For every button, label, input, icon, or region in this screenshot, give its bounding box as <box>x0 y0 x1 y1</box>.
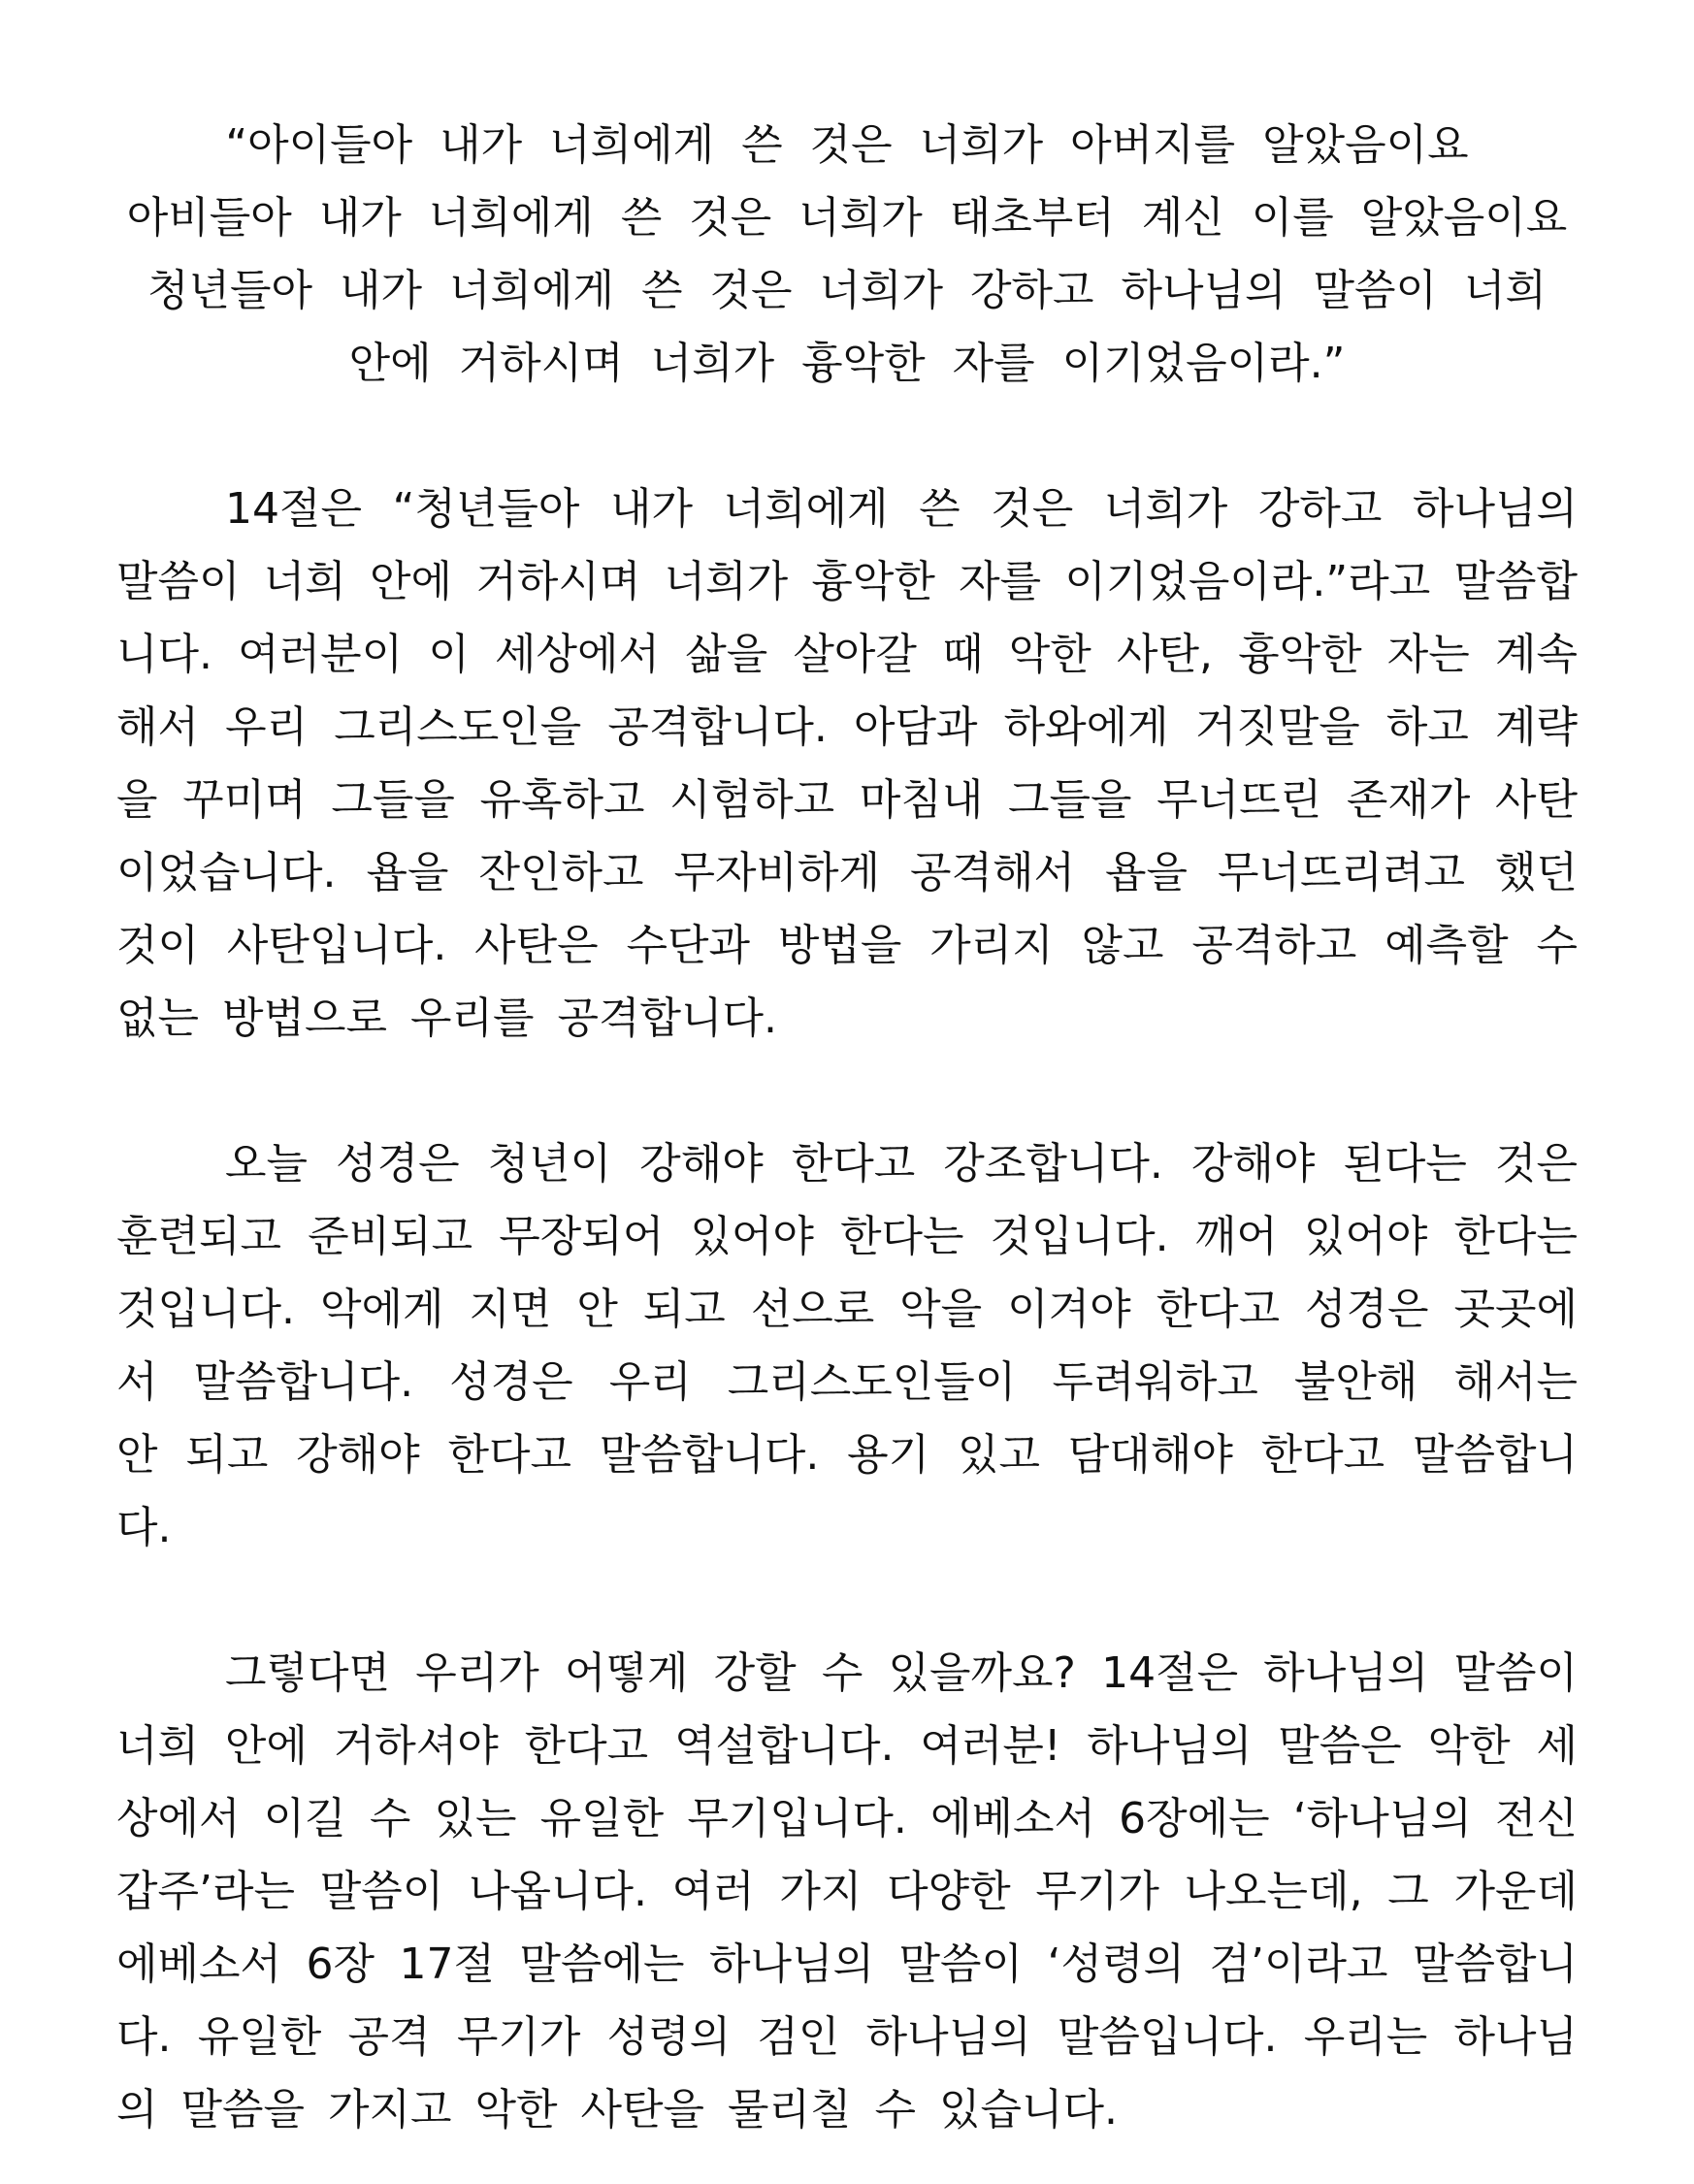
scripture-quote <box>116 109 1578 400</box>
paragraph-line: 다. 유일한 공격 무기가 성령의 검인 하나님의 말씀입니다. 우리는 하나님 <box>116 2012 1578 2062</box>
paragraph-gap <box>116 1055 1578 1127</box>
quote-line: 아비들아 내가 너희에게 쓴 것은 너희가 태초부터 계신 이를 알았음이요 <box>126 193 1568 243</box>
paragraph-line: 해서 우리 그리스도인을 공격합니다. 아담과 하와에게 거짓말을 하고 계략 <box>116 702 1578 752</box>
paragraph-line: 의 말씀을 가지고 악한 사탄을 물리칠 수 있습니다. <box>116 2085 1118 2135</box>
body-paragraph <box>116 1637 1578 2146</box>
paragraph-line: 서 말씀합니다. 성경은 우리 그리스도인들이 두려워하고 불안해 해서는 <box>116 1357 1578 1407</box>
paragraph-line: 을 꾸미며 그들을 유혹하고 시험하고 마침내 그들을 무너뜨린 존재가 사탄 <box>116 775 1578 825</box>
quote-line: “아이들아 내가 너희에게 쓴 것은 너희가 아버지를 알았음이요 <box>225 120 1469 170</box>
paragraph-line: 그렇다면 우리가 어떻게 강할 수 있을까요? 14절은 하나님의 말씀이 <box>225 1648 1578 1698</box>
paragraph-line: 안 되고 강해야 한다고 말씀합니다. 용기 있고 담대해야 한다고 말씀합니 <box>116 1430 1578 1480</box>
quote-line: 청년들아 내가 너희에게 쓴 것은 너희가 강하고 하나님의 말씀이 너희 <box>147 266 1547 315</box>
paragraph-gap <box>116 400 1578 473</box>
paragraph-line: 갑주’라는 말씀이 나옵니다. 여러 가지 다양한 무기가 나오는데, 그 가운데 <box>116 1867 1578 1916</box>
document-page <box>116 109 1578 2146</box>
paragraph-line: 에베소서 6장 17절 말씀에는 하나님의 말씀이 ‘성령의 검’이라고 말씀합니 <box>116 1940 1578 1989</box>
paragraph-line: 이었습니다. 욥을 잔인하고 무자비하게 공격해서 욥을 무너뜨리려고 했던 <box>116 848 1578 897</box>
quote-line: 안에 거하시며 너희가 흉악한 자를 이기었음이라.” <box>348 339 1346 388</box>
paragraph-line: 오늘 성경은 청년이 강해야 한다고 강조합니다. 강해야 된다는 것은 <box>225 1139 1578 1189</box>
body-paragraph <box>116 1127 1578 1564</box>
paragraph-line: 14절은 “청년들아 내가 너희에게 쓴 것은 너희가 강하고 하나님의 <box>225 484 1578 534</box>
paragraph-line: 너희 안에 거하셔야 한다고 역설합니다. 여러분! 하나님의 말씀은 악한 세 <box>116 1721 1578 1771</box>
paragraph-line: 상에서 이길 수 있는 유일한 무기입니다. 에베소서 6장에는 ‘하나님의 전신 <box>116 1794 1578 1843</box>
paragraph-gap <box>116 1564 1578 1637</box>
paragraph-line: 훈련되고 준비되고 무장되어 있어야 한다는 것입니다. 깨어 있어야 한다는 <box>116 1212 1578 1261</box>
paragraph-line: 다. <box>116 1503 172 1552</box>
paragraph-line: 것입니다. 악에게 지면 안 되고 선으로 악을 이겨야 한다고 성경은 곳곳에 <box>116 1285 1578 1334</box>
paragraph-line: 없는 방법으로 우리를 공격합니다. <box>116 994 777 1043</box>
paragraph-line: 것이 사탄입니다. 사탄은 수단과 방법을 가리지 않고 공격하고 예측할 수 <box>116 921 1578 970</box>
paragraph-line: 니다. 여러분이 이 세상에서 삶을 살아갈 때 악한 사탄, 흉악한 자는 계속 <box>116 630 1578 679</box>
body-paragraph <box>116 473 1578 1055</box>
paragraph-line: 말씀이 너희 안에 거하시며 너희가 흉악한 자를 이기었음이라.”라고 말씀합 <box>116 557 1578 606</box>
